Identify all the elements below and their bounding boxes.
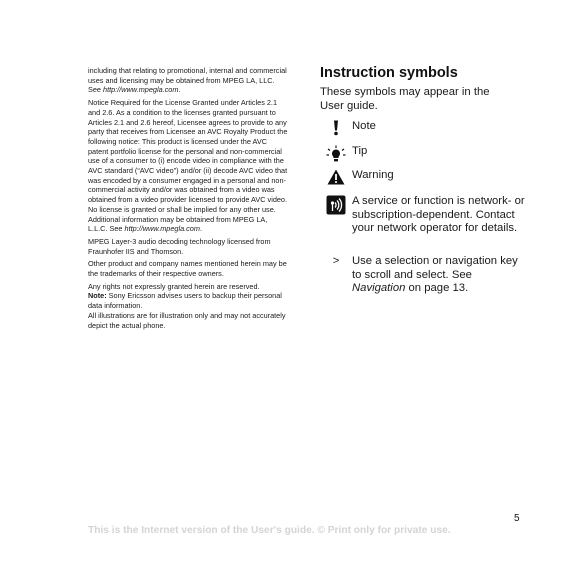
instruction-symbols-section [320,64,525,295]
symbol-row-network-service [320,195,525,236]
arrow-glyph: > [332,255,340,267]
arrow-icon [320,255,352,296]
symbol-label: Tip [352,145,368,157]
mpegla-link[interactable]: http://www.mpegla.com [103,85,179,95]
licensing-paragraph: including that relating to promotional, internal and commercial uses and licensing may be obtained from MPEG LA, LLC. See http://www.mpegla.com. [88,66,287,95]
symbol-label: A service or function is network- or subscription-dependent. Contact your network operator for details. [352,195,525,235]
tip-icon [320,145,352,163]
symbol-label: Note [352,120,376,132]
backup-note-paragraph: Note: Sony Ericsson advises users to backup their personal data information. [88,291,282,311]
navigation-link[interactable]: Navigation [352,282,406,295]
illustration-disclaimer-paragraph: All illustrations are for illustration only and may not accurately depict the actual phone. [88,310,286,330]
rights-reserved-paragraph: Any rights not expressly granted herein are reserved. [88,281,260,291]
legal-notice-column [88,66,288,333]
section-intro: These symbols may appear in the User guide. [320,86,490,112]
symbol-label: Warning [352,169,394,181]
symbol-row-warning [320,169,525,185]
warning-icon [320,169,352,185]
symbol-row-note [320,120,525,136]
section-title: Instruction symbols [320,65,458,81]
page-number: 5 [514,513,520,524]
note-label: Note: [88,291,107,301]
note-icon [320,120,352,136]
internet-version-footer: This is the Internet version of the User's guide. © Print only for private use. [88,525,451,536]
network-service-icon [320,195,352,236]
symbol-label: Use a selection or navigation key to scroll and select. See Navigation on page 13. [352,255,518,295]
avc-notice-paragraph: Notice Required for the License Granted under Articles 2.1 and 2.6. As a condition to the licenses granted pursuant to Articles 2.1 and 2.6 hereof, Licensee agrees to provide to any party that receives from Licensee an AVC Royalty Product the following notice: This product is licensed under the AVC patent portfolio license for the personal and non-commercial use of a consumer to (i) encode video in compliance with the AVC standard (“AVC video”) and/or (ii) decode AVC video that was encoded by a consumer engaged in a personal and non-commercial activity and/or was obtained from a video was obtained from a video provider licensed to provide AVC video. No license is granted or shall be implied for any other use. Additional information may be obtained from MPEG LA, L.L.C. See http://www.mpegla.com. [88,98,288,234]
mp3-notice-paragraph: MPEG Layer-3 audio decoding technology licensed from Fraunhofer IIS and Thomson. [88,236,271,256]
trademarks-paragraph: Other product and company names mentioned herein may be the trademarks of their respective owners. [88,259,287,279]
symbol-row-arrow [320,255,525,296]
symbol-row-tip [320,145,525,163]
mpegla-link[interactable]: http://www.mpegla.com [124,224,200,234]
